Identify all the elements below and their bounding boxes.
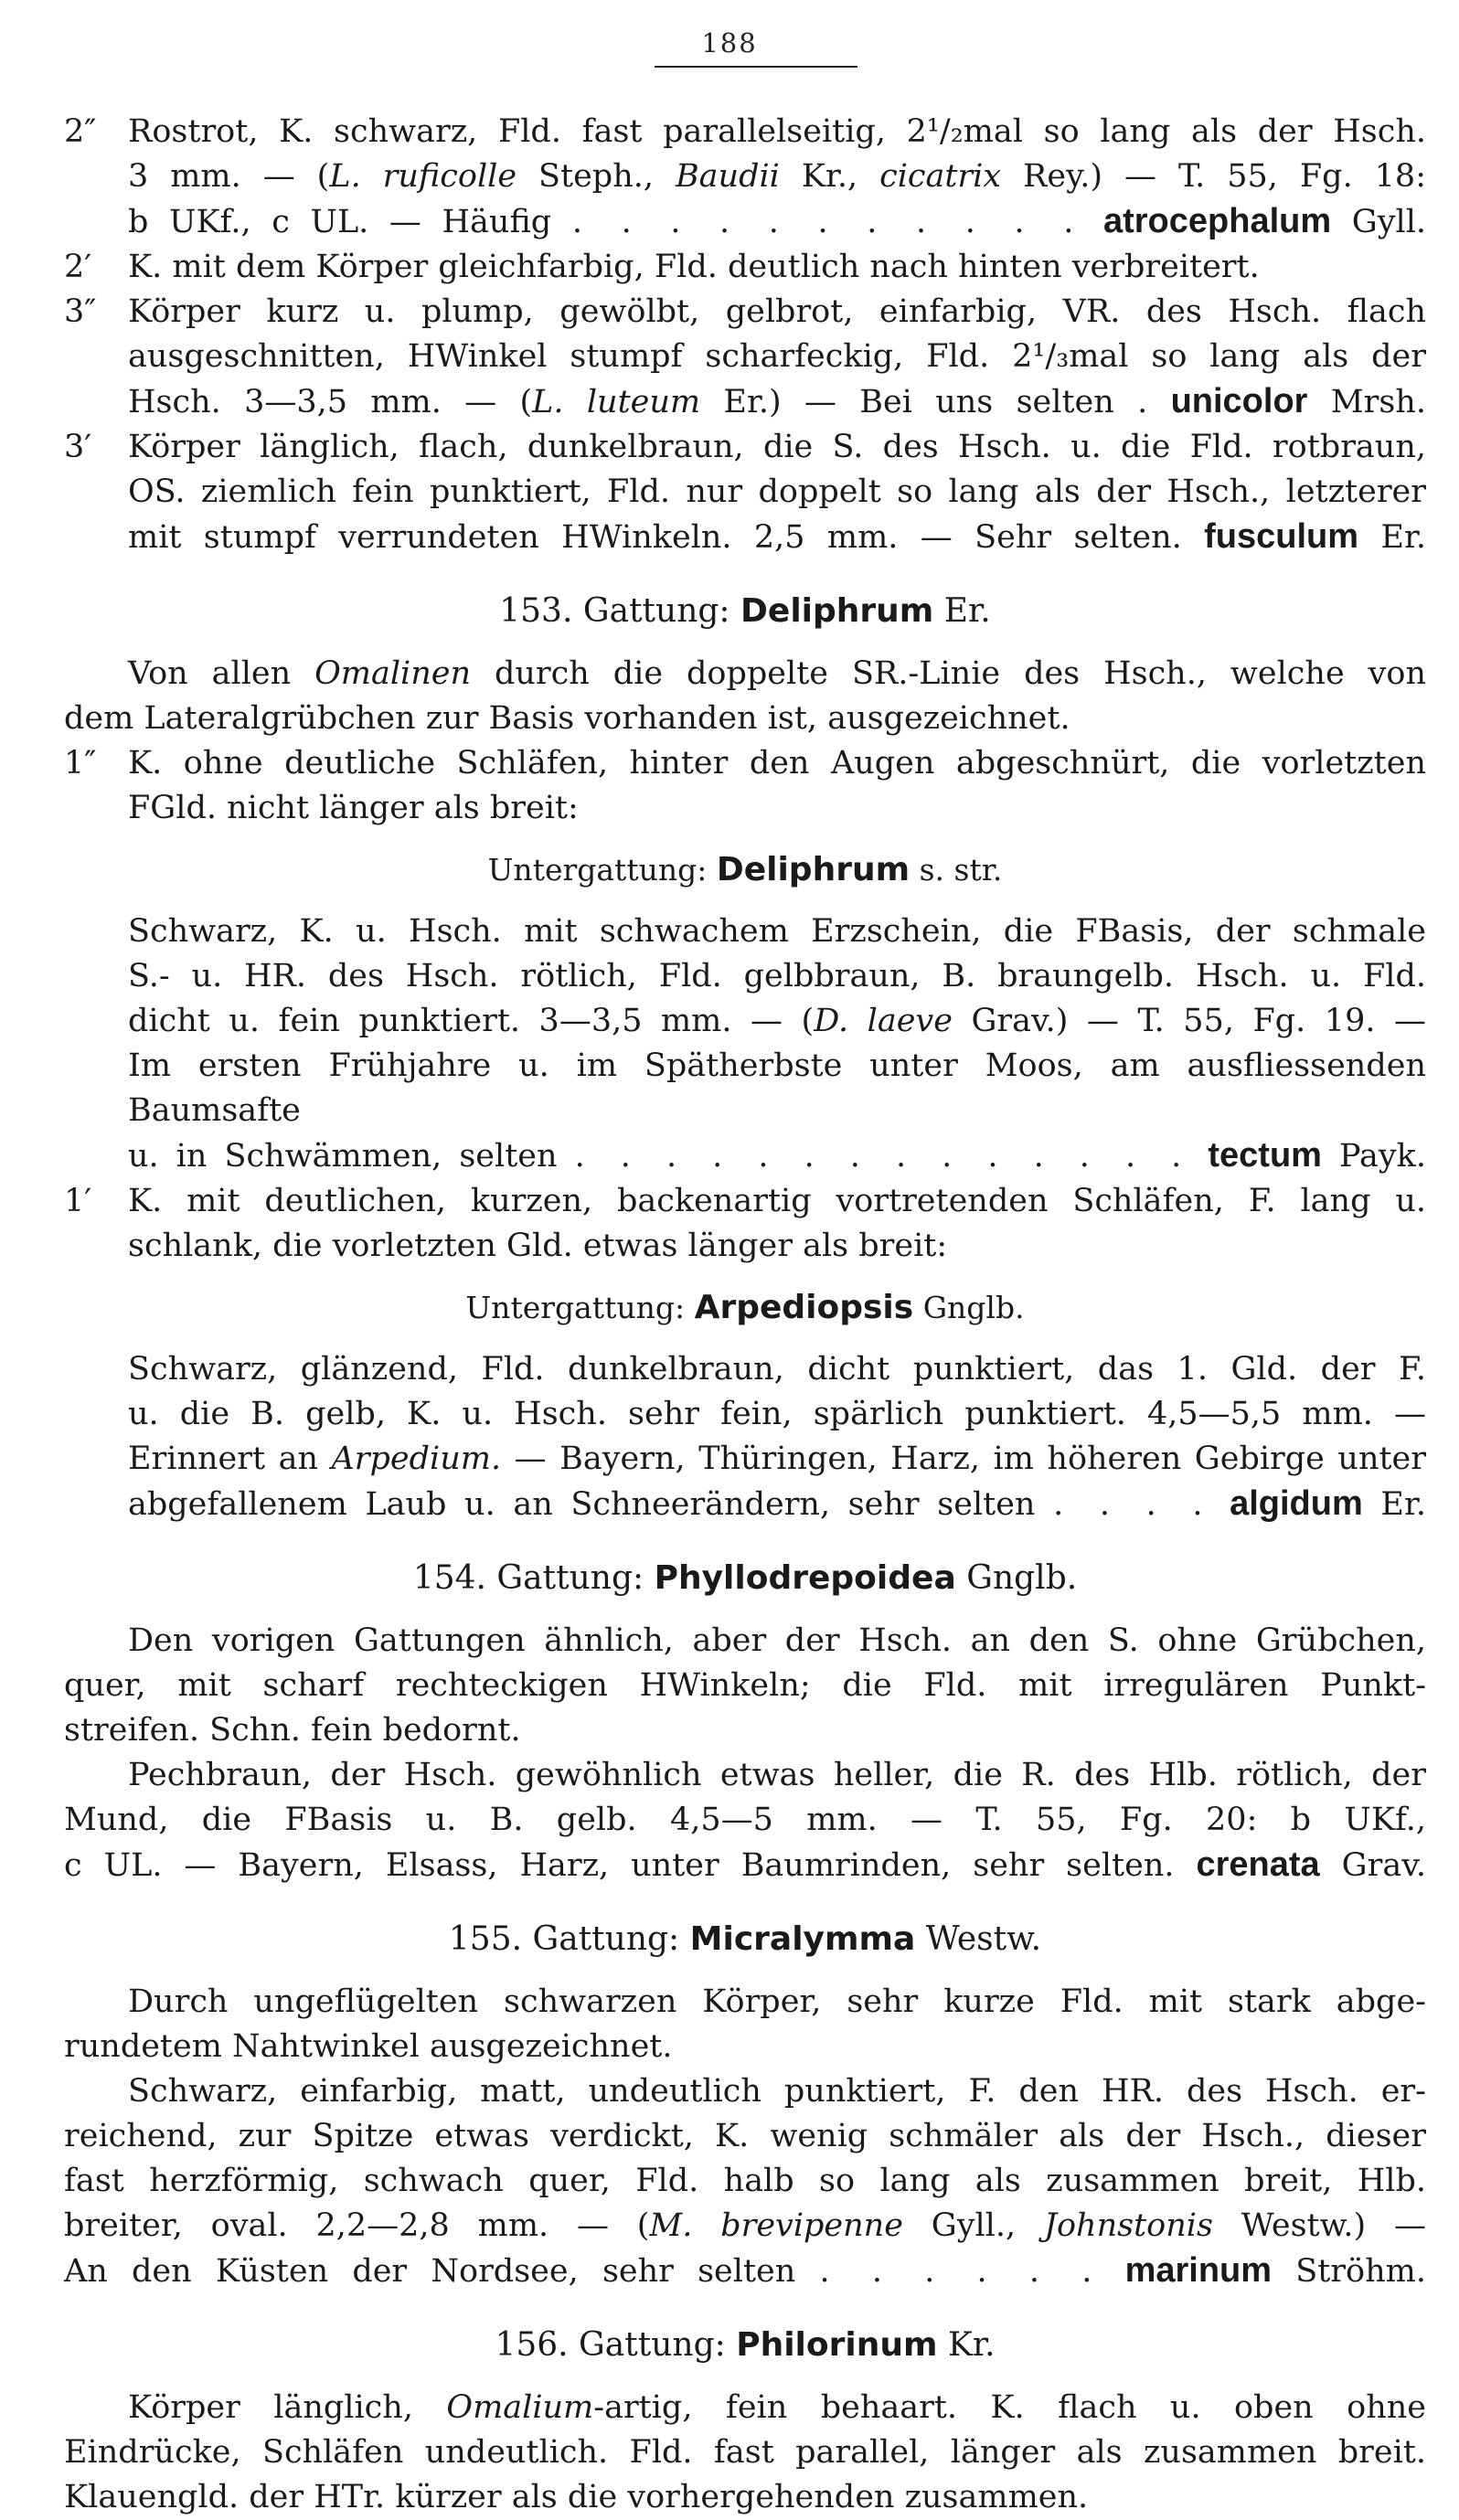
- header-rule: [655, 66, 857, 68]
- species-name: atrocephalum: [1102, 202, 1332, 240]
- subgenus-name: Deliphrum: [716, 851, 911, 888]
- page-text: [64, 110, 1426, 2520]
- species-crenata-entry: Pechbraun, der Hsch. gewöhnlich etwas heller, die R. des Hlb. rötlich, der Mund, die FBasis u. B. gelb. 4,5—5 mm. — T. 55, Fg. 20: b UKf., c UL. — Bayern, Elsass, Harz, unter Baumrinden, sehr selten. crenata Grav.: [64, 1757, 1426, 1884]
- genus-heading-156: 156. Gattung: Philorinum Kr.: [495, 2326, 996, 2364]
- species-name: marinum: [1124, 2251, 1273, 2290]
- species-tectum-entry: Schwarz, K. u. Hsch. mit schwachem Erzschein, die FBasis, der schmale S.- u. HR. des Hsch. rötlich, Fld. gelbbraun, B. braungelb. Hsch. u. Fld. dicht u. fein punktiert. 3—3,5 mm. — (D. laeve Grav.) — T. 55, Fg. 19. — Im ersten Frühjahre u. im Spätherbste unter Moos, am ausfliessenden Baumsafte u. in Schwämmen, selten . . . . . . . . . . . . . . tectum Payk.: [128, 913, 1427, 1175]
- genus-name: Deliphrum: [740, 592, 934, 630]
- species-algidum-entry: Schwarz, glänzend, Fld. dunkelbraun, dicht punktiert, das 1. Gld. der F. u. die B. gelb, K. u. Hsch. sehr fein, spärlich punktiert. 4,5—5,5 mm. — Erinnert an Arpedium. — Bayern, Thüringen, Harz, im höheren Gebirge unter abgefallenem Laub u. an Schneerändern, sehr selten . . . . algidum Er.: [128, 1351, 1426, 1523]
- couplet-key: 3′: [64, 429, 92, 465]
- couplet-3a: 3″ Körper kurz u. plump, gewölbt, gelbrot, einfarbig, VR. des Hsch. flach ausgeschnitten, HWinkel stumpf scharfeckig, Fld. 2¹/₃mal so lang als der Hsch. 3—3,5 mm. — (L. luteum Er.) — Bei uns selten . unicolor Mrsh.: [64, 290, 1426, 425]
- couplet-1b: 1′ K. mit deutlichen, kurzen, backenartig vortretenden Schläfen, F. lang u. schlank, die vorletzten Gld. etwas länger als breit:: [64, 1179, 1426, 1269]
- genus-name: Phyllodrepoidea: [654, 1559, 956, 1597]
- couplet-2a: 2″ Rostrot, K. schwarz, Fld. fast parallelseitig, 2¹/₂mal so lang als der Hsch. 3 mm. — (L. ruficolle Steph., Baudii Kr., cicatrix Rey.) — T. 55, Fg. 18: b UKf., c UL. — Häufig . . . . . . . . . . . atrocephalum Gyll.: [64, 110, 1426, 245]
- genus-heading-154: 154. Gattung: Phyllodrepoidea Gnglb.: [412, 1559, 1078, 1597]
- genus-heading-153: 153. Gattung: Deliphrum Er.: [499, 592, 991, 630]
- subgenus-heading-arpediopsis: Untergattung: Arpediopsis Gnglb.: [465, 1289, 1025, 1326]
- species-name: tectum: [1208, 1136, 1322, 1175]
- couplet-3b: 3′ Körper länglich, flach, dunkelbraun, die S. des Hsch. u. die Fld. rotbraun, OS. ziemlich fein punktiert, Fld. nur doppelt so lang als der Hsch., letzterer mit stumpf verrundeten HWinkeln. 2,5 mm. — Sehr selten. fusculum Er.: [64, 425, 1426, 560]
- couplet-key: 2′: [64, 249, 92, 285]
- couplet-1a: 1″ K. ohne deutliche Schläfen, hinter den Augen abgeschnürt, die vorletzten FGld. nicht länger als breit:: [64, 741, 1426, 831]
- species-name: algidum: [1230, 1484, 1363, 1523]
- couplet-key: 3″: [64, 293, 97, 330]
- species-name: crenata: [1196, 1845, 1320, 1884]
- page-number: 188: [701, 27, 758, 58]
- subgenus-heading-deliphrum: Untergattung: Deliphrum s. str.: [487, 851, 1003, 888]
- genus-name: Micralymma: [689, 1920, 916, 1958]
- species-marinum-entry: Schwarz, einfarbig, matt, undeutlich punktiert, F. den HR. des Hsch. er- reichend, zur Spitze etwas verdickt, K. wenig schmäler als der Hsch., dieser fast herzförmig, schwach quer, Fld. halb so lang als zusammen breit, Hlb. breiter, oval. 2,2—2,8 mm. — (M. brevipenne Gyll., Johnstonis Westw.) — An den Küsten der Nordsee, sehr selten . . . . . . marinum Ströhm.: [64, 2073, 1426, 2290]
- couplet-2b: 2′ K. mit dem Körper gleichfarbig, Fld. deutlich nach hinten verbreitert.: [64, 245, 1426, 290]
- genus-153-description: Von allen Omalinen durch die doppelte SR.-Linie des Hsch., welche von dem Lateralgrübchen zur Basis vorhanden ist, ausgezeichnet.: [64, 655, 1426, 737]
- couplet-key: 1″: [64, 745, 97, 782]
- couplet-key: 2″: [64, 113, 97, 150]
- genus-156-description: Körper länglich, Omalium-artig, fein behaart. K. flach u. oben ohne Eindrücke, Schläfen undeutlich. Fld. fast parallel, länger als zusammen breit. Klauengld. der HTr. kürzer als die vorhergehenden zusammen.: [64, 2389, 1427, 2515]
- genus-name: Philorinum: [736, 2326, 938, 2364]
- subgenus-name: Arpediopsis: [694, 1289, 914, 1326]
- species-name: fusculum: [1204, 517, 1359, 556]
- genus-heading-155: 155. Gattung: Micralymma Westw.: [448, 1920, 1042, 1958]
- couplet-key: 1′: [64, 1183, 92, 1219]
- species-name: unicolor: [1170, 382, 1308, 420]
- genus-155-description: Durch ungeflügelten schwarzen Körper, sehr kurze Fld. mit stark abge- rundetem Nahtwinkel ausgezeichnet.: [64, 1983, 1426, 2065]
- genus-154-description: Den vorigen Gattungen ähnlich, aber der Hsch. an den S. ohne Grübchen, quer, mit scharf rechteckigen HWinkeln; die Fld. mit irregulären Punkt- streifen. Schn. fein bedornt.: [64, 1622, 1426, 1749]
